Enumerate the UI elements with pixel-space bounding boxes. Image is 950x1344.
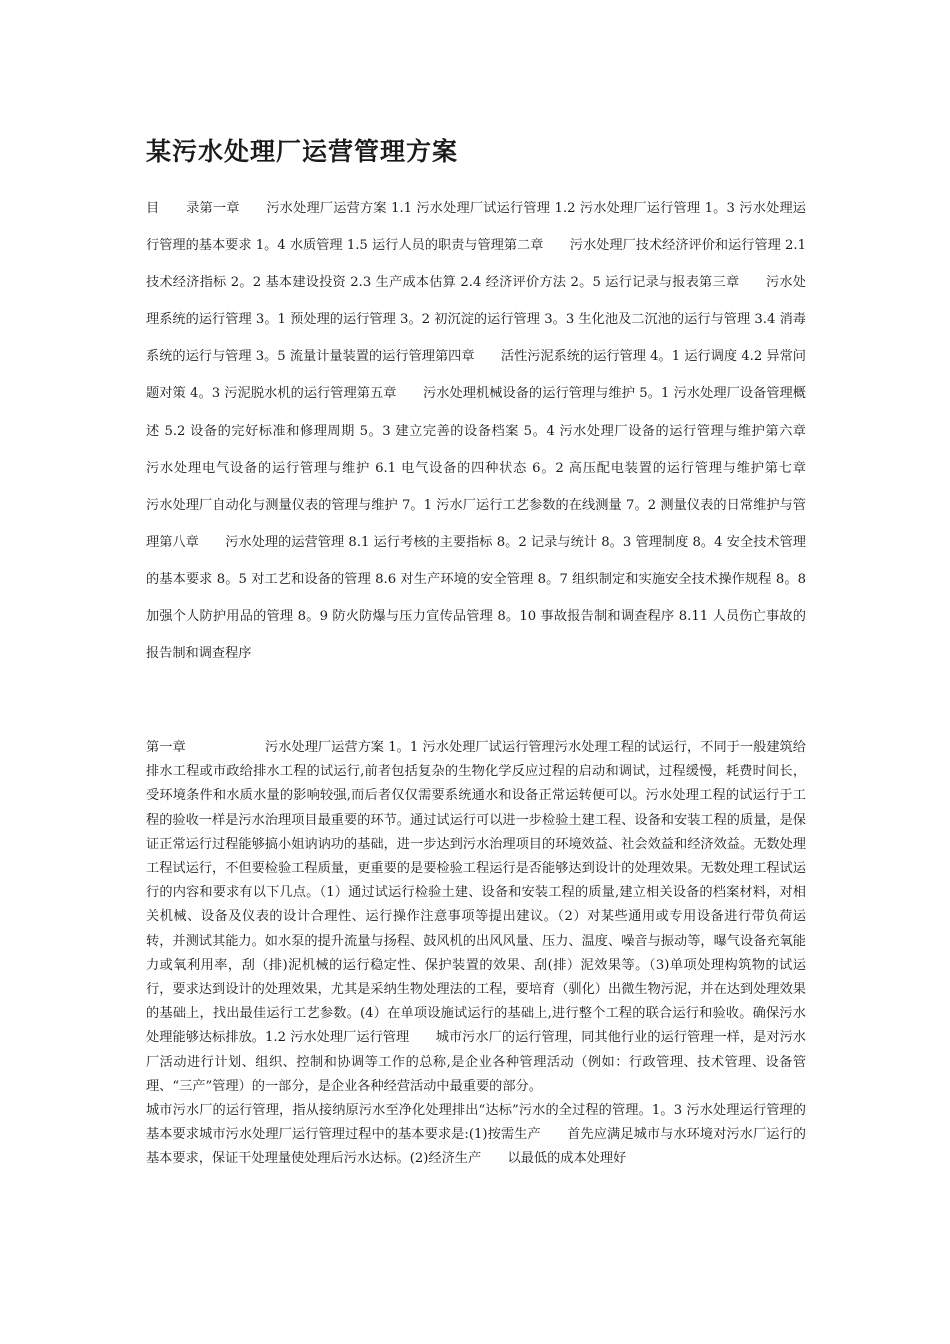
document-body [146, 736, 806, 1172]
table-of-contents: 目 录第一章 污水处理厂运营方案 1.1 污水处理厂试运行管理 1.2 污水处理厂运行管理 1。3 污水处理运行管理的基本要求 1。4 水质管理 1.5 运行人员的职责与管理第二章 污水处理厂技术经济评价和运行管理 2.1 技术经济指标 2。2 基本建设投资 2.3 生产成本估算 2.4 经济评价方法 2。5 运行记录与报表第三章 污水处理系统的运行管理 3。1 预处理的运行管理 3。2 初沉淀的运行管理 3。3 生化池及二沉池的运行与管理 3.4 消毒系统的运行与管理 3。5 流量计量装置的运行管理第四章 活性污泥系统的运行管理 4。1 运行调度 4.2 异常问题对策 4。3 污泥脱水机的运行管理第五章 污水处理机械设备的运行管理与维护 5。1 污水处理厂设备管理概述 5.2 设备的完好标准和修理周期 5。3 建立完善的设备档案 5。4 污水处理厂设备的运行管理与维护第六章 污水处理电气设备的运行管理与维护 6.1 电气设备的四种状态 6。2 高压配电装置的运行管理与维护第七章 污水处理厂自动化与测量仪表的管理与维护 7。1 污水厂运行工艺参数的在线测量 7。2 测量仪表的日常维护与管理第八章 污水处理的运营管理 8.1 运行考核的主要指标 8。2 记录与统计 8。3 管理制度 8。4 安全技术管理的基本要求 8。5 对工艺和设备的管理 8.6 对生产环境的安全管理 8。7 组织制定和实施安全技术操作规程 8。8 加强个人防护用品的管理 8。9 防火防爆与压力宣传品管理 8。10 事故报告制和调查程序 8.11 人员伤亡事故的报告制和调查程序 [146, 201, 833, 662]
body-paragraph: 第一章 污水处理厂运营方案 1。1 污水处理厂试运行管理污水处理工程的试运行，不同于一般建筑给排水工程或市政给排水工程的试运行,前者包括复杂的生物化学反应过程的启动和调试，过程缓慢，耗费时间长，受环境条件和水质水量的影响较强,而后者仅仅需要系统通水和设备正常运转便可以。污水处理工程的试运行于工程的验收一样是污水治理项目最重要的环节。通过试运行可以进一步检验土建工程、设备和安装工程的质量，是保证正常运行过程能够搞小姐讷讷功的基础，进一步达到污水治理项目的环境效益、社会效益和经济效益。无数处理工程试运行，不但要检验工程质量，更重要的是要检验工程运行是否能够达到设计的处理效果。无数处理工程试运行的内容和要求有以下几点。（1）通过试运行检验土建、设备和安装工程的质量,建立相关设备的档案材料，对相关机械、设备及仪表的设计合理性、运行操作注意事项等提出建议。（2）对某些通用或专用设备进行带负荷运转，并测试其能力。如水泵的提升流量与扬程、鼓风机的出风风量、压力、温度、噪音与振动等，曝气设备充氧能力或氧利用率，刮（排)泥机械的运行稳定性、保护装置的效果、刮(排）泥效果等。（3)单项处理构筑物的试运行，要求达到设计的处理效果，尤其是采纳生物处理法的工程，要培育（驯化）出微生物污泥，并在达到处理效果的基础上，找出最佳运行工艺参数。(4）在单项设施试运行的基础上,进行整个工程的联合运行和验收。确保污水处理能够达标排放。1.2 污水处理厂运行管理 城市污水厂的运行管理，同其他行业的运行管理一样，是对污水厂活动进行计划、组织、控制和协调等工作的总称,是企业各种管理活动（例如：行政管理、技术管理、设备管理、“三产”管理）的一部分，是企业各种经营活动中最重要的部分。 [146, 740, 806, 1094]
document-title: 某污水处理厂运营管理方案 [146, 137, 459, 166]
body-paragraph: 城市污水厂的运行管理，指从接纳原污水至净化处理排出“达标”污水的全过程的管理。1。3 污水处理运行管理的基本要求城市污水处理厂运行管理过程中的基本要求是:(1)按需生产 首先应满足城市与水环境对污水厂运行的基本要求，保证干处理量使处理后污水达标。(2)经济生产 以最低的成本处理好 [146, 1103, 806, 1167]
